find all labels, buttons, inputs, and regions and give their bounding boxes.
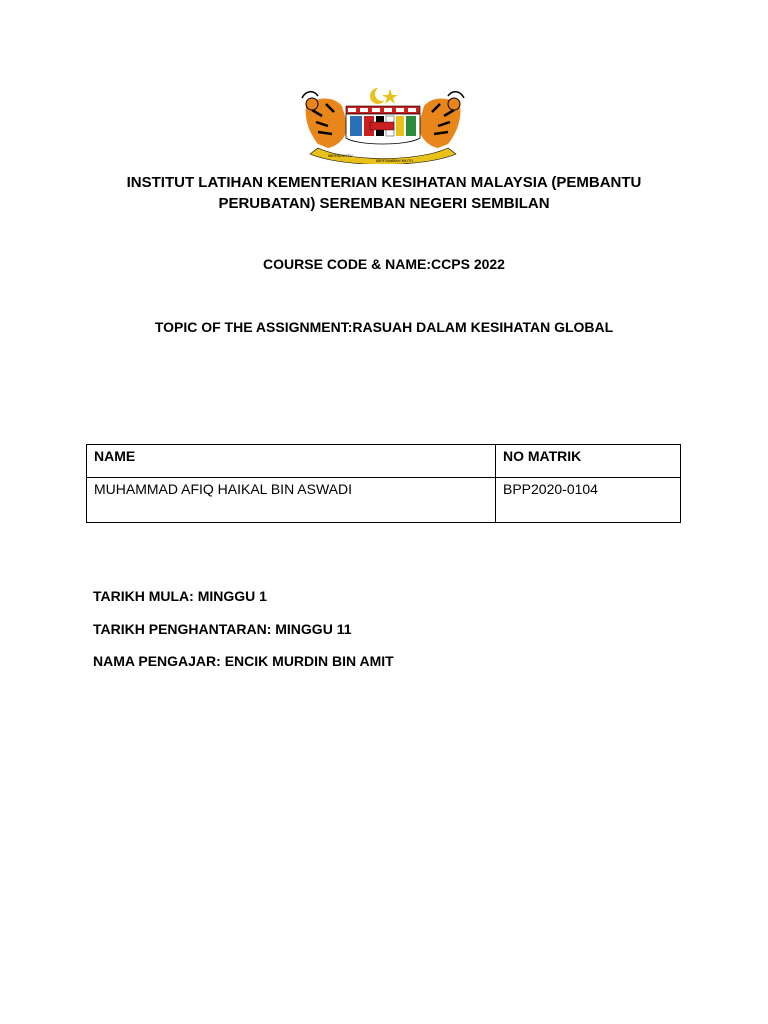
- crescent-star-icon: [370, 87, 398, 104]
- cell-matric-number: BPP2020-0104: [496, 478, 681, 523]
- cell-student-name: MUHAMMAD AFIQ HAIKAL BIN ASWADI: [87, 478, 496, 523]
- right-tiger-icon: [418, 92, 464, 148]
- course-code-line: COURSE CODE & NAME:CCPS 2022: [263, 256, 505, 272]
- shield-icon: [346, 106, 420, 144]
- malaysia-coat-of-arms-icon: [298, 86, 468, 164]
- assignment-topic-line: TOPIC OF THE ASSIGNMENT:RASUAH DALAM KESIHATAN GLOBAL: [154, 319, 614, 335]
- student-table: [86, 444, 681, 523]
- motto-ribbon: [310, 148, 456, 164]
- submission-date-line: TARIKH PENGHANTARAN: MINGGU 11: [93, 621, 352, 637]
- table-row: [87, 478, 681, 523]
- motto-left-text: BERSEKUTU: [328, 153, 353, 158]
- left-tiger-icon: [302, 92, 348, 148]
- table-header-row: [87, 445, 681, 478]
- lecturer-name-line: NAMA PENGAJAR: ENCIK MURDIN BIN AMIT: [93, 653, 394, 669]
- header-no-matrik: NO MATRIK: [496, 445, 681, 478]
- header-name: NAME: [87, 445, 496, 478]
- start-date-line: TARIKH MULA: MINGGU 1: [93, 588, 267, 604]
- institution-title: INSTITUT LATIHAN KEMENTERIAN KESIHATAN MALAYSIA (PEMBANTU PERUBATAN) SEREMBAN NEGERI SEMBILAN: [126, 174, 642, 212]
- motto-right-text: BERTAMBAH MUTU: [376, 158, 414, 163]
